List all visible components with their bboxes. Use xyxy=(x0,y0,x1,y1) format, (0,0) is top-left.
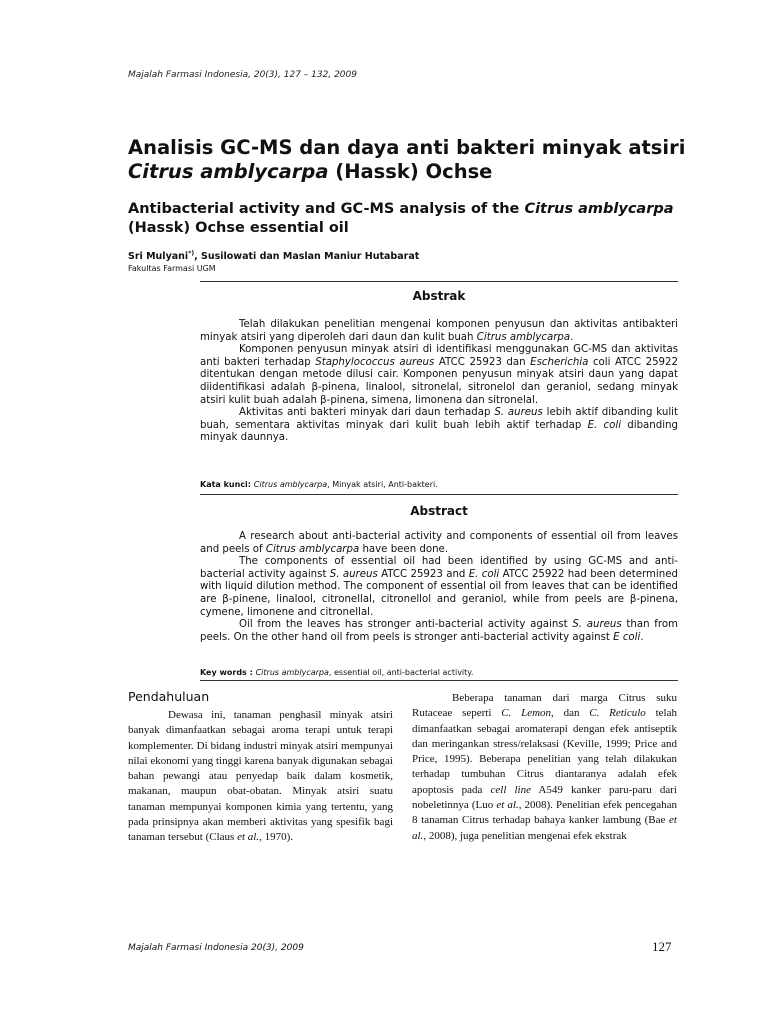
article-title: Analisis GC-MS dan daya anti bakteri minyak atsiri Citrus amblycarpa (Hassk) Ochse xyxy=(128,136,686,183)
abstrak-paragraph: Aktivitas anti bakteri minyak dari daun terhadap S. aureus lebih aktif dibanding kulit buah, sementara aktivitas minyak dari kulit buah lebih aktif terhadap E. coli dibanding minyak daunnya. xyxy=(200,407,678,444)
intro-left-column xyxy=(128,708,393,846)
abstract-body xyxy=(200,531,678,644)
abstract-bottom-rule xyxy=(200,680,678,681)
abstrak-paragraph: Komponen penyusun minyak atsiri di identifikasi menggunakan GC-MS dan aktivitas anti bakteri terhadap Staphylococcus aureus ATCC 25923 dan Escherichia coli ATCC 25922 ditentukan dengan metode dilusi cair. Komponen penyusun minyak atsiri daun yang dapat diidentifikasi adalah β-pinena, linalool, sitronelal, sitronelol dan geraniol, sedang minyak atsiri kulit buah adalah β-pinena, simena, limonena dan sitronelal. xyxy=(200,344,678,406)
abstrak-body xyxy=(200,319,678,445)
abstrak-bottom-rule xyxy=(200,494,678,495)
page-number: 127 xyxy=(652,939,672,954)
abstract-paragraph: Oil from the leaves has stronger anti-bacterial activity against S. aureus than from peels. On the other hand oil from peels is stronger anti-bacterial activity against E coli. xyxy=(200,619,678,643)
intro-paragraph: Beberapa tanaman dari marga Citrus suku Rutaceae seperti C. Lemon, dan C. Reticulo telah dimanfaatkan sebagai aromaterapi dengan efek antiseptik dan meringankan stress/relaksasi (Keville, 1999; Price and Price, 1995). Beberapa penelitian yang telah dilakukan terhadap tumbuhan Citrus diantaranya adalah efek apoptosis pada cell line A549 kanker paru-paru dari nobeletinnya (Luo et al., 2008). Penelitian efek pencegahan 8 tanaman Citrus terhadap bahaya kanker lambung (Bae et al., 2008), juga penelitian mengenai efek ekstrak xyxy=(412,692,677,842)
english-title: Antibacterial activity and GC-MS analysis of the Citrus amblycarpa (Hassk) Ochse essential oil xyxy=(128,201,674,236)
author-footnote-mark: *) xyxy=(188,250,195,257)
footer-journal: Majalah Farmasi Indonesia 20(3), 2009 xyxy=(128,943,304,953)
key-words: Key words : Citrus amblycarpa, essential oil, anti-bacterial activity. xyxy=(200,668,474,677)
subtitle-species: Citrus amblycarpa xyxy=(524,201,674,217)
kata-kunci: Kata kunci: Citrus amblycarpa, Minyak atsiri, Anti-bakteri. xyxy=(200,480,438,489)
abstract-heading: Abstract xyxy=(410,504,468,518)
abstract-paragraph: The components of essential oil had been identified by using GC-MS and anti-bacterial activity against S. aureus ATCC 25923 and E. coli ATCC 25922 had been determined with liquid dilution method. The component of essential oil from leaves that can be identified are β-pinene, linalool, citronellal, citronellol and geraniol, while from peels are β-pinena, cymene, limonene and citronellal. xyxy=(200,556,678,618)
abstrak-top-rule xyxy=(200,281,678,282)
section-heading-pendahuluan: Pendahuluan xyxy=(128,689,210,704)
abstrak-paragraph: Telah dilakukan penelitian mengenai komponen penyusun dan aktivitas antibakteri minyak atsiri yang diperoleh dari daun dan kulit buah Citrus amblycarpa. xyxy=(200,319,678,343)
title-species: Citrus amblycarpa xyxy=(128,160,329,183)
affiliation: Fakultas Farmasi UGM xyxy=(128,264,216,273)
running-head: Majalah Farmasi Indonesia, 20(3), 127 – 132, 2009 xyxy=(128,70,357,80)
abstract-paragraph: A research about anti-bacterial activity and components of essential oil from leaves and peels of Citrus amblycarpa have been done. xyxy=(200,531,678,555)
abstrak-heading: Abstrak xyxy=(412,289,466,303)
author-list: Sri Mulyani*), Susilowati dan Maslan Maniur Hutabarat xyxy=(128,250,420,263)
intro-paragraph: Dewasa ini, tanaman penghasil minyak atsiri banyak dimanfaatkan sebagai aroma terapi untuk terapi komplementer. Di bidang industri minyak atsiri mempunyai nilai ekonomi yang tinggi karena banyak digunakan sebagai bahan pewangi atau penyedap baik dalam kosmetik, makanan, maupun obat-obatan. Minyak atsiri suatu tanaman mempunyai komponen kimia yang tertentu, yang pada prinsipnya akan memberi aktivitas yang spesifik bagi tanaman tersebut (Claus et al., 1970). xyxy=(128,709,393,844)
intro-right-column xyxy=(412,691,677,844)
